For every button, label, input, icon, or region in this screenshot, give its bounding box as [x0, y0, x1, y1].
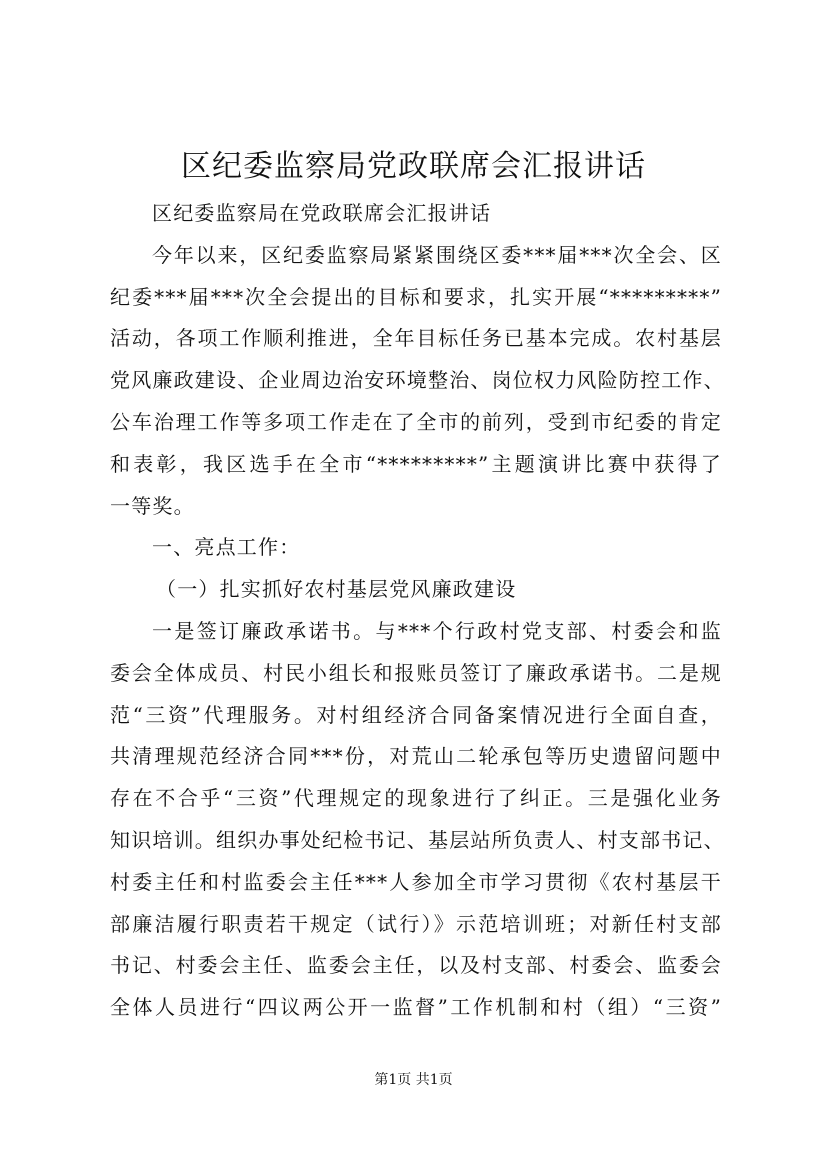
paragraph-line: 和表彰，我区选手在全市“*********”主题演讲比赛中获得了 — [110, 451, 722, 476]
document-title: 区纪委监察局党政联席会汇报讲话 — [181, 149, 646, 184]
section-heading: 一、亮点工作： — [152, 535, 301, 560]
paragraph-line: 存在不合乎“三资”代理规定的现象进行了纠正。三是强化业务 — [110, 786, 722, 811]
document-body — [110, 193, 725, 1029]
paragraph-line: 委会全体成员、村民小组长和报账员签订了廉政承诺书。二是规 — [110, 660, 722, 685]
paragraph-line: 全体人员进行“四议两公开一监督”工作机制和村（组）“三资” — [110, 995, 722, 1020]
paragraph-line: 部廉洁履行职责若干规定（试行）》示范培训班；对新任村支部 — [110, 911, 722, 936]
paragraph-line: 活动，各项工作顺利推进，全年目标任务已基本完成。农村基层 — [110, 326, 722, 351]
paragraph-line: 村委主任和村监委会主任***人参加全市学习贯彻《农村基层干 — [110, 869, 722, 894]
paragraph-line: 今年以来，区纪委监察局紧紧围绕区委***届***次全会、区 — [152, 242, 722, 267]
paragraph-line: 纪委***届***次全会提出的目标和要求，扎实开展“*********” — [110, 284, 722, 309]
subsection-heading: （一）扎实抓好农村基层党风廉政建设 — [156, 577, 517, 602]
paragraph-line: 一等奖。 — [110, 493, 195, 518]
paragraph-line: 共清理规范经济合同***份，对荒山二轮承包等历史遗留问题中 — [110, 744, 722, 769]
paragraph-line: 范“三资”代理服务。对村组经济合同备案情况进行全面自查， — [110, 702, 722, 727]
paragraph-line: 党风廉政建设、企业周边治安环境整治、岗位权力风险防控工作、 — [110, 368, 725, 393]
page-number-footer: 第1页 共1页 — [374, 1072, 453, 1088]
paragraph-line: 一是签订廉政承诺书。与***个行政村党支部、村委会和监 — [152, 618, 722, 643]
paragraph-line: 书记、村委会主任、监委会主任，以及村支部、村委会、监委会 — [110, 953, 722, 978]
subtitle-line: 区纪委监察局在党政联席会汇报讲话 — [152, 201, 492, 225]
paragraph-line: 知识培训。组织办事处纪检书记、基层站所负责人、村支部书记、 — [110, 827, 725, 852]
paragraph-line: 公车治理工作等多项工作走在了全市的前列，受到市纪委的肯定 — [110, 409, 722, 434]
